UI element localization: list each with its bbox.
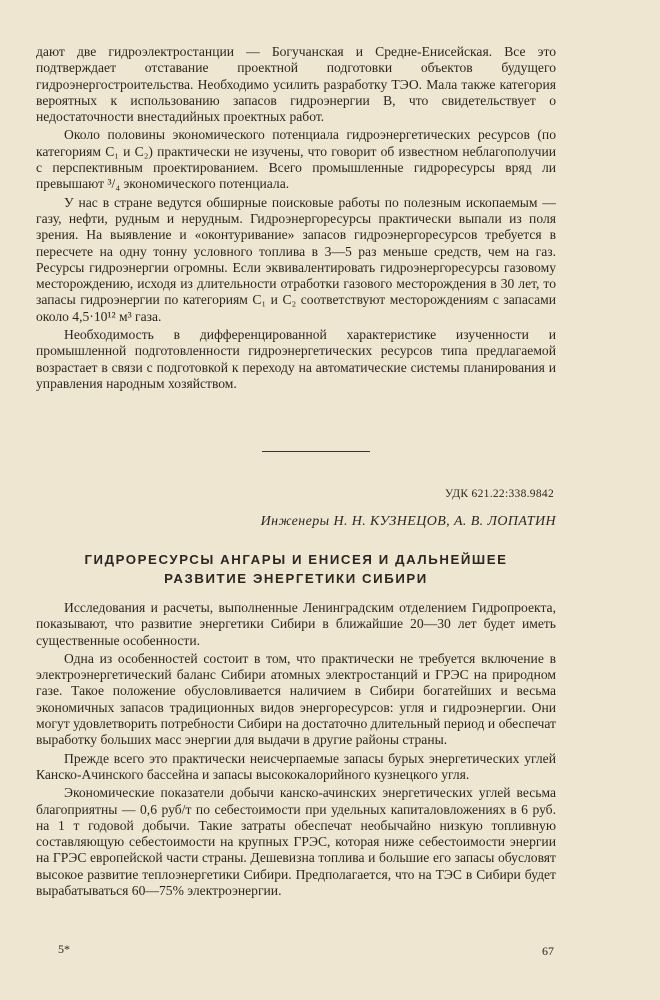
paragraph: дают две гидроэлектростанции — Богучанская и Средне-Енисейская. Все это подтверждает отставание проектной подготовки объектов будущего гидроэнергостроительства. Необходимо усилить разработку ТЭО. Мала также категория вероятных к использованию запасов гидроэнергии B, что свидетельствует о недостаточности внестадийных проектных работ. — [36, 44, 556, 125]
paragraph: Около половины экономического потенциала гидроэнергетических ресурсов (по категориям C₁ и C₂) практически не изучены, что говорит об известном неблагополучии с перспективным проектированием. Всего промышленные гидроресурсы вряд ли превышают ³/₄ экономического потенциала. — [36, 127, 556, 192]
paragraph: Исследования и расчеты, выполненные Ленинградским отделением Гидропроекта, показывают, что развитие энергетики Сибири в ближайшие 20—30 лет будет иметь существенные особенности. — [36, 600, 556, 648]
title-line: РАЗВИТИЕ ЭНЕРГЕТИКИ СИБИРИ — [164, 571, 428, 586]
article-title — [36, 550, 556, 588]
paragraph: Прежде всего это практически неисчерпаемые запасы бурых энергетических углей Канско-Ачинского бассейна и запасы высококалорийного кузнецкого угля. — [36, 750, 556, 782]
paragraph: Необходимость в дифференцированной характеристике изученности и промышленной подготовленности гидроэнергетических ресурсов типа предлагаемой возрастает в связи с подготовкой к переходу на автоматические системы планирования и управления народным хозяйством. — [36, 327, 556, 391]
signature-mark: 5* — [58, 942, 70, 956]
continued-text — [36, 44, 556, 392]
article-authors: Инженеры Н. Н. КУЗНЕЦОВ, А. В. ЛОПАТИН — [260, 514, 556, 529]
title-line: ГИДРОРЕСУРСЫ АНГАРЫ И ЕНИСЕЯ И ДАЛЬНЕЙШЕЕ — [84, 552, 508, 567]
section-divider — [262, 451, 370, 452]
paragraph: Экономические показатели добычи канско-ачинских энергетических углей весьма благоприятны — 0,6 руб/т по себестоимости при удельных капиталовложениях в 6 руб. на 1 т годовой добычи. Такие затраты обеспечат необычайно низкую топливную составляющую себестоимости на крупных ГРЭС, которая ниже себестоимости энергии на ГРЭС европейской части страны. Дешевизна топлива и большие его запасы обусловят высокое развитие теплоэнергетики Сибири. Предполагается, что на ТЭС в Сибири будет вырабатываться 60—75% электроэнергии. — [36, 785, 556, 899]
page-number: 67 — [542, 944, 554, 958]
article-body — [36, 600, 556, 899]
udk-code: УДК 621.22:338.9842 — [444, 488, 554, 500]
paragraph: Одна из особенностей состоит в том, что практически не требуется включение в электроэнергетический баланс Сибири атомных электростанций и ГРЭС на природном газе. Такое положение обусловливается наличием в Сибири богатейших и весьма экономичных запасов традиционных видов энергоресурсов: угля и гидроэнергии. Они могут удовлетворить потребности Сибири на достаточно длительный период и обеспечат выработку больших масс энергии для выдачи в другие районы страны. — [36, 650, 556, 748]
paragraph: У нас в стране ведутся обширные поисковые работы по полезным ископаемым — газу, нефти, рудным и нерудным. Гидроэнергоресурсы практически выпали из поля зрения. На выявление и «оконтуривание» запасов гидроэнергоресурсов требуется в пересчете на одну тонну условного топлива в 3—5 раз меньше средств, чем на газ. Ресурсы гидроэнергии огромны. Если эквивалентировать гидроэнергоресурсы газовому месторождению, исходя из длительности отработки газового месторождения в 30 лет, то запасы гидроэнергии по категориям C₁ и C₂ соответствуют месторождениям с запасами около 4,5·10¹² м³ газа. — [36, 194, 556, 324]
